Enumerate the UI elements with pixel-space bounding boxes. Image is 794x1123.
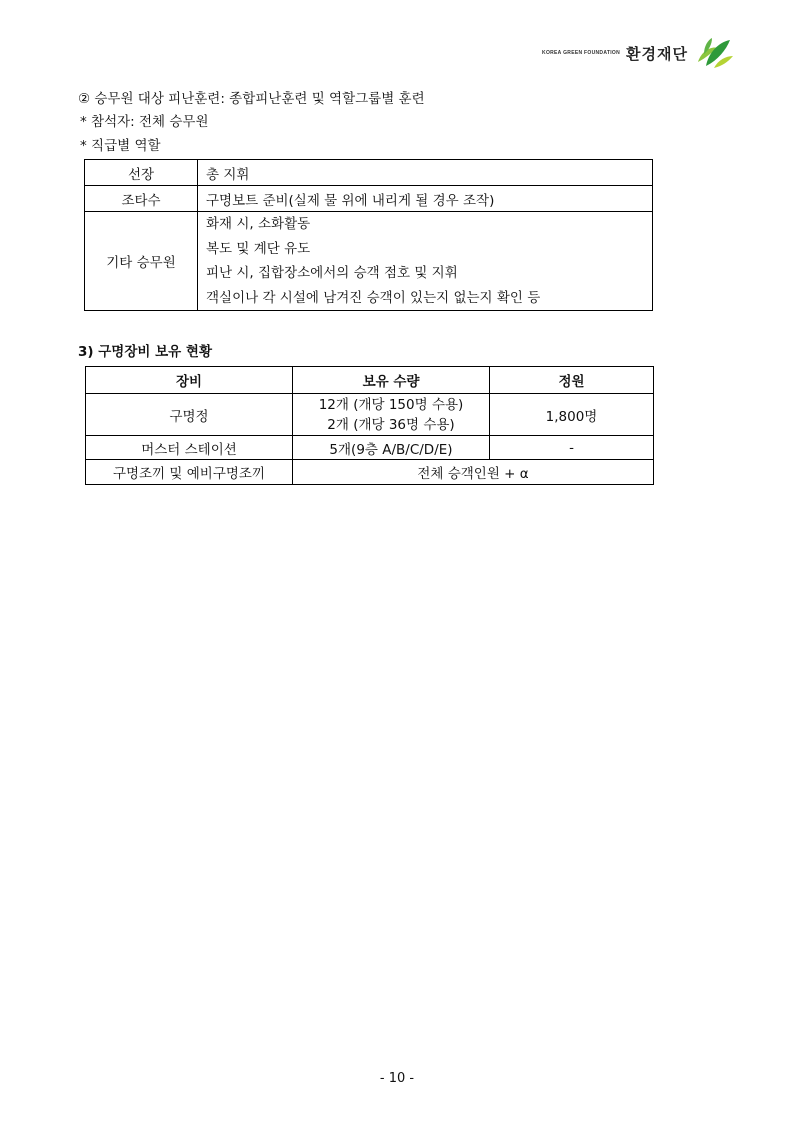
table-row: [86, 460, 654, 485]
equipment-name: 머스터 스테이션: [86, 436, 293, 460]
equipment-capacity: 1,800명: [490, 394, 654, 436]
role-helmsman-duty: 구명보트 준비(실제 물 위에 내리게 될 경우 조작): [198, 186, 653, 212]
equipment-quantity: [293, 394, 490, 436]
table-header-row: [86, 367, 654, 394]
table-row: [85, 212, 653, 311]
equipment-name: 구명정: [86, 394, 293, 436]
participants-note: * 참석자: 전체 승무원: [80, 114, 209, 130]
role-helmsman: 조타수: [85, 186, 198, 212]
roles-title: * 직급별 역할: [80, 138, 161, 154]
equipment-quantity-capacity: 전체 승객인원 + α: [293, 460, 654, 485]
table-row: [86, 436, 654, 460]
header-quantity: 보유 수량: [293, 367, 490, 394]
role-other-crew-duties: [198, 212, 653, 311]
equipment-section-title: 3) 구명장비 보유 현황: [78, 344, 212, 360]
table-row: [85, 186, 653, 212]
quantity-line: 12개 (개당 150명 수용): [318, 396, 464, 413]
leaf-logo-icon: [694, 36, 734, 70]
duty-item: 화재 시, 소화활동: [206, 216, 311, 232]
header-capacity: 정원: [490, 367, 654, 394]
table-row: [85, 160, 653, 186]
quantity-line: 2개 (개당 36명 수용): [327, 416, 455, 433]
equipment-quantity: 5개(9층 A/B/C/D/E): [293, 436, 490, 460]
role-captain-duty: 총 지휘: [198, 160, 653, 186]
role-captain: 선장: [85, 160, 198, 186]
duty-item: 피난 시, 집합장소에서의 승객 점호 및 지휘: [206, 265, 458, 281]
logo-korean-text: 환경재단: [626, 44, 688, 63]
logo-english-text: KOREA GREEN FOUNDATION: [542, 50, 621, 56]
header-equipment: 장비: [86, 367, 293, 394]
role-other-crew: 기타 승무원: [85, 212, 198, 311]
drill-heading: ② 승무원 대상 피난훈련: 종합피난훈련 및 역할그룹별 훈련: [78, 91, 425, 107]
page-number: - 10 -: [379, 1071, 415, 1086]
equipment-table: [85, 366, 654, 485]
table-row: [86, 394, 654, 436]
equipment-name: 구명조끼 및 예비구명조끼: [86, 460, 293, 485]
role-table: [84, 159, 653, 311]
header-logo: [542, 36, 734, 70]
duty-item: 복도 및 계단 유도: [206, 240, 311, 257]
equipment-capacity: -: [490, 436, 654, 460]
duty-item: 객실이나 각 시설에 남겨진 승객이 있는지 없는지 확인 등: [206, 289, 541, 306]
